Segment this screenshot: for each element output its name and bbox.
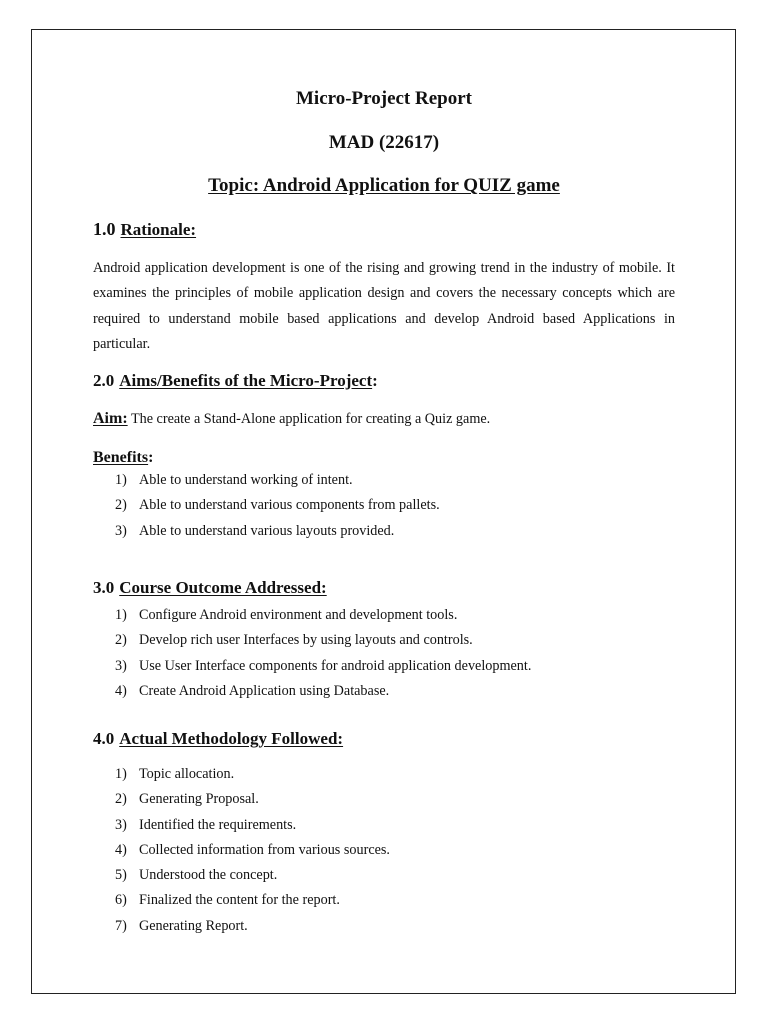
list-item-text: Use User Interface components for android application development. <box>139 657 532 674</box>
list-item-text: Able to understand various components from pallets. <box>139 497 440 514</box>
list-item-text: Able to understand working of intent. <box>139 472 353 488</box>
list-marker: 4) <box>115 682 127 699</box>
section-number: 1.0 <box>93 219 116 239</box>
section-title: Rationale: <box>120 220 197 239</box>
section-methodology-heading <box>93 729 343 749</box>
topic-text: Topic: Android Application for QUIZ game <box>208 175 560 196</box>
section-title: Actual Methodology Followed: <box>119 729 344 748</box>
benefits-label <box>93 449 153 467</box>
list-item-text: Collected information from various sources. <box>139 841 390 858</box>
benefits-label-text: Benefits <box>93 449 149 466</box>
list-marker: 1) <box>115 766 127 782</box>
list-marker: 2) <box>115 497 127 514</box>
aim-line <box>93 410 490 428</box>
list-item-text: Topic allocation. <box>139 766 235 782</box>
section-number: 4.0 <box>93 729 115 748</box>
section-number: 3.0 <box>93 578 115 597</box>
list-item-text: Generating Proposal. <box>139 791 259 808</box>
rationale-paragraph: Android application development is one of the rising and growing trend in the industry of mobile. It examines the principles of mobile application design and covers the necessary concepts which are required to understand mobile based applications and develop Android based Applications in particular. <box>93 260 675 352</box>
list-marker: 5) <box>115 867 127 884</box>
list-marker: 4) <box>115 841 127 858</box>
benefits-label-suffix: : <box>148 449 154 466</box>
list-marker: 3) <box>115 816 127 833</box>
list-item-text: Identified the requirements. <box>139 816 297 833</box>
list-item-text: Develop rich user Interfaces by using layouts and controls. <box>139 632 473 649</box>
list-item-text: Finalized the content for the report. <box>139 892 340 909</box>
list-item-text: Create Android Application using Database. <box>139 682 390 699</box>
list-item-text: Able to understand various layouts provided. <box>139 522 395 539</box>
list-marker: 1) <box>115 472 127 488</box>
list-marker: 1) <box>115 607 127 623</box>
list-marker: 7) <box>115 917 127 934</box>
list-marker: 2) <box>115 632 127 649</box>
list-marker: 2) <box>115 791 127 808</box>
section-number: 2.0 <box>93 371 115 390</box>
aim-label: Aim: <box>93 410 128 427</box>
section-title-suffix: : <box>372 371 378 390</box>
list-marker: 6) <box>115 892 127 909</box>
list-item-text: Understood the concept. <box>139 867 278 884</box>
topic-title <box>0 175 768 197</box>
list-marker: 3) <box>115 657 127 674</box>
section-aims-heading <box>93 371 378 391</box>
list-marker: 3) <box>115 522 127 539</box>
section-rationale-heading <box>93 219 196 240</box>
subject-code: MAD (22617) <box>328 132 440 153</box>
section-title: Course Outcome Addressed: <box>119 578 327 597</box>
section-title: Aims/Benefits of the Micro-Project <box>119 371 373 390</box>
list-item-text: Configure Android environment and development tools. <box>139 607 458 623</box>
report-title: Micro-Project Report <box>295 88 472 109</box>
section-course-outcome-heading <box>93 578 327 598</box>
list-item-text: Generating Report. <box>139 917 248 934</box>
aim-text: The create a Stand-Alone application for creating a Quiz game. <box>130 411 491 427</box>
